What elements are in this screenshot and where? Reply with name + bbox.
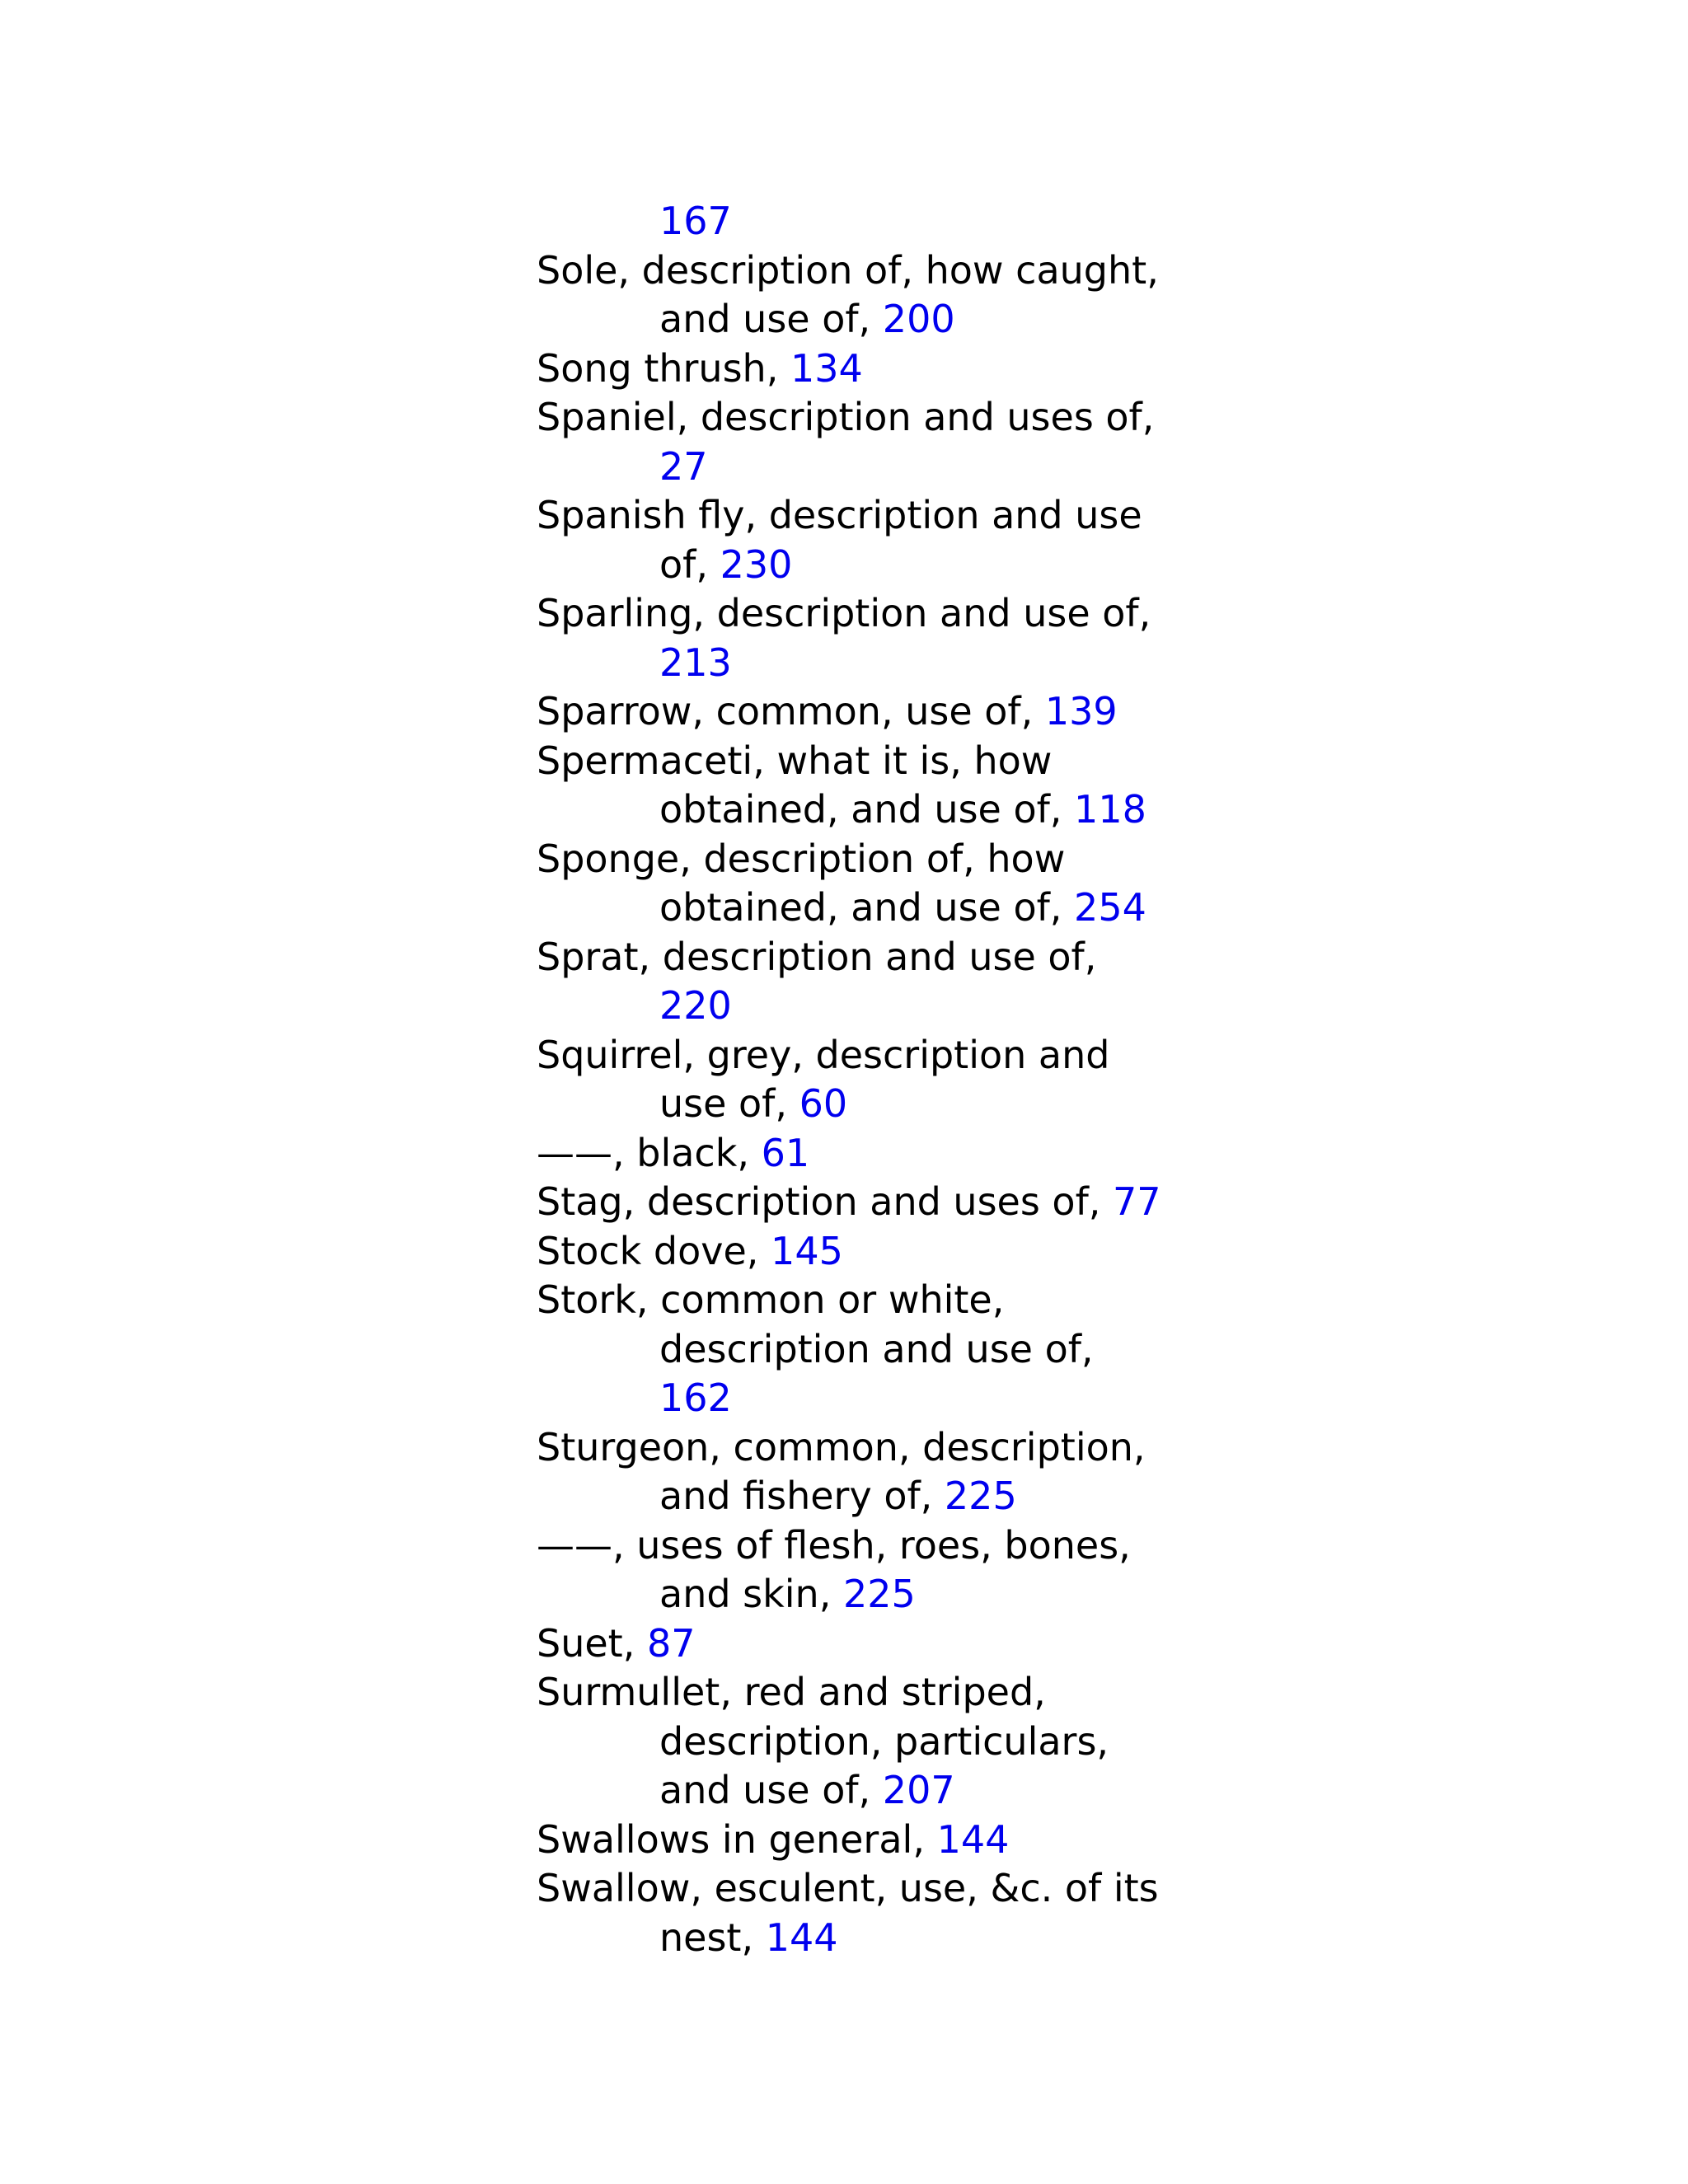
index-continuation-line [659, 1471, 1017, 1521]
index-entry-line [537, 1863, 1159, 1913]
index-entry-line [537, 736, 1052, 785]
page-number-link[interactable]: 144 [936, 1816, 1010, 1862]
index-continuation-line [659, 1079, 847, 1128]
index-entry-line [537, 1030, 1109, 1080]
page-number-link[interactable]: 220 [659, 983, 732, 1028]
page-number-link[interactable]: 60 [799, 1081, 848, 1126]
entry-text: Sprat, description and use of, [537, 934, 1097, 979]
index-entry-line [537, 246, 1159, 295]
entry-text: Surmullet, red and striped, [537, 1670, 1046, 1714]
page-number-link[interactable]: 162 [659, 1376, 732, 1420]
page-number-link[interactable]: 27 [659, 443, 708, 489]
entry-text: Sole, description of, how caught, [537, 247, 1159, 293]
index-continuation-line [659, 540, 792, 589]
page-number-link[interactable]: 77 [1113, 1179, 1161, 1224]
entry-text: Stag, description and uses of, [537, 1179, 1114, 1224]
index-continuation-line [659, 1569, 916, 1619]
page-number-link[interactable]: 87 [646, 1620, 696, 1666]
entry-text: Swallows in general, [537, 1816, 937, 1862]
page-number-link[interactable]: 118 [1074, 787, 1146, 832]
index-continuation-line [659, 883, 1146, 932]
page-number-link[interactable]: 207 [882, 1768, 955, 1812]
page-number-link[interactable]: 139 [1044, 689, 1118, 733]
page-number-link[interactable]: 254 [1074, 885, 1146, 930]
index-continuation-line [659, 442, 708, 491]
index-continuation-line [659, 981, 732, 1030]
entry-text: Spermaceti, what it is, how [537, 738, 1053, 783]
entry-text: of, [659, 541, 720, 587]
page-number-link[interactable]: 144 [765, 1915, 838, 1960]
page-number-link[interactable]: 61 [761, 1130, 810, 1175]
entry-text: and fishery of, [659, 1474, 945, 1518]
entry-text: obtained, and use of, [659, 885, 1075, 930]
entry-text: Sturgeon, common, description, [537, 1424, 1146, 1469]
index-entry-line [537, 392, 1154, 442]
index-continuation-line [659, 196, 732, 246]
entry-text: ——, black, [537, 1130, 762, 1175]
page-number-link[interactable]: 167 [659, 199, 732, 243]
index-entry-line [537, 1815, 1009, 1864]
index-entry-line [537, 1619, 695, 1668]
index-continuation-line [659, 1765, 955, 1815]
index-entry-line [537, 1521, 1131, 1570]
entry-text: Stork, common or white, [537, 1277, 1005, 1322]
entry-text: description and use of, [659, 1326, 1094, 1371]
index-entry-line [537, 344, 863, 393]
index-entry-line [537, 1667, 1046, 1717]
entry-text: Spaniel, description and uses of, [537, 395, 1155, 439]
entry-text: Song thrush, [537, 345, 790, 391]
page-number-link[interactable]: 225 [842, 1572, 916, 1616]
entry-text: and skin, [659, 1572, 843, 1616]
entry-text: and use of, [659, 1768, 883, 1812]
index-entry-line [537, 1128, 809, 1178]
index-continuation-line [659, 1717, 1109, 1766]
index-continuation-line [659, 294, 955, 344]
entry-text: obtained, and use of, [659, 787, 1075, 832]
entry-text: Spanish fly, description and use [537, 493, 1142, 537]
index-continuation-line [659, 1324, 1094, 1374]
index-entry-line [537, 1226, 843, 1276]
entry-text: Sparrow, common, use of, [537, 689, 1045, 733]
index-entry-line [537, 687, 1118, 736]
entry-text: Swallow, esculent, use, &c. of its [537, 1866, 1159, 1910]
page-number-link[interactable]: 134 [790, 345, 863, 391]
index-entry-line [537, 834, 1065, 883]
entry-text: Sponge, description of, how [537, 836, 1066, 881]
page-number-link[interactable]: 200 [882, 297, 955, 341]
entry-text: description, particulars, [659, 1718, 1109, 1764]
entry-text: Suet, [537, 1620, 647, 1666]
index-entry-line [537, 588, 1151, 638]
page-number-link[interactable]: 230 [720, 541, 793, 587]
index-continuation-line [659, 1373, 732, 1422]
index-entry-line [537, 490, 1142, 540]
index-entry-line [537, 1422, 1146, 1472]
index-continuation-line [659, 638, 732, 687]
entry-text: nest, [659, 1915, 766, 1960]
page-number-link[interactable]: 225 [944, 1474, 1017, 1518]
entry-text: Squirrel, grey, description and [537, 1032, 1110, 1077]
index-continuation-line [659, 785, 1146, 834]
page-number-link[interactable]: 145 [771, 1228, 843, 1273]
entry-text: ——, uses of flesh, roes, bones, [537, 1522, 1131, 1568]
entry-text: Sparling, description and use of, [537, 591, 1151, 635]
entry-text: use of, [659, 1081, 799, 1126]
entry-text: and use of, [659, 297, 883, 341]
index-continuation-line [659, 1913, 838, 1962]
entry-text: Stock dove, [537, 1228, 771, 1273]
page-number-link[interactable]: 213 [659, 640, 732, 685]
index-entry-line [537, 1275, 1004, 1324]
index-entry-line [537, 932, 1096, 982]
index-entry-line [537, 1177, 1161, 1226]
